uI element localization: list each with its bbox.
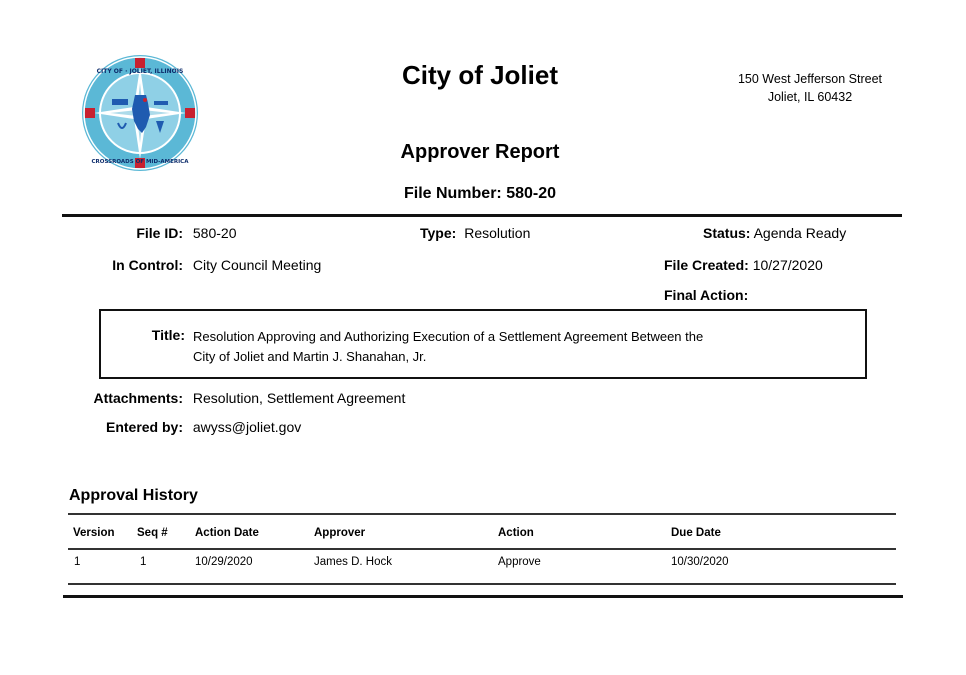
- title-value: [193, 327, 703, 367]
- final-action-field: [664, 287, 748, 303]
- entered-by-field: [89, 419, 301, 435]
- cell-approver: James D. Hock: [314, 556, 392, 568]
- city-seal-logo: [80, 53, 200, 173]
- address-line-1: 150 West Jefferson Street: [737, 72, 883, 86]
- table-top-rule: [68, 513, 896, 515]
- file-number: File Number: 580-20: [403, 185, 557, 202]
- cell-due-date: 10/30/2020: [671, 556, 729, 568]
- report-title: Approver Report: [400, 141, 560, 163]
- divider: [62, 214, 902, 217]
- entered-by-label: Entered by:: [105, 419, 183, 435]
- file-id-field: [105, 225, 236, 241]
- title-line-1: Resolution Approving and Authorizing Execution of a Settlement Agreement Between the: [193, 329, 704, 344]
- file-created-field: [664, 257, 823, 273]
- page-bottom-rule: [63, 595, 903, 598]
- col-header-action: Action: [498, 527, 534, 539]
- cell-action-date: 10/29/2020: [195, 556, 253, 568]
- title-label: Title:: [151, 327, 185, 343]
- in-control-label: In Control:: [112, 257, 183, 273]
- in-control-field: [105, 257, 321, 273]
- cell-version: 1: [74, 556, 81, 568]
- attachments-label: Attachments:: [93, 390, 183, 406]
- type-value: Resolution: [464, 225, 531, 241]
- approval-history-heading: Approval History: [69, 487, 198, 504]
- file-created-value: 10/27/2020: [752, 257, 823, 273]
- table-bottom-rule: [68, 583, 896, 585]
- in-control-value: City Council Meeting: [192, 257, 322, 273]
- type-field: [420, 225, 530, 241]
- org-name: City of Joliet: [401, 60, 558, 90]
- col-header-approver: Approver: [314, 527, 366, 539]
- entered-by-value: awyss@joliet.gov: [192, 419, 302, 435]
- table-header-rule: [68, 548, 896, 550]
- file-id-label: File ID:: [136, 225, 183, 241]
- file-created-label: File Created:: [664, 257, 749, 273]
- title-line-2: City of Joliet and Martin J. Shanahan, Jr.: [193, 349, 427, 364]
- attachments-value: Resolution, Settlement Agreement: [192, 390, 406, 406]
- file-id-value: 580-20: [192, 225, 237, 241]
- status-field: [703, 225, 846, 241]
- svg-text:CROSSROADS OF MID-AMERICA: CROSSROADS OF MID-AMERICA: [91, 159, 189, 165]
- cell-action: Approve: [498, 556, 541, 568]
- col-header-version: Version: [73, 527, 115, 539]
- org-address: [720, 70, 900, 106]
- status-label: Status:: [703, 225, 751, 241]
- svg-text:CITY OF · JOLIET, ILLINOIS: CITY OF · JOLIET, ILLINOIS: [96, 68, 184, 75]
- attachments-field: [89, 390, 405, 406]
- col-header-action-date: Action Date: [195, 527, 259, 539]
- status-value: Agenda Ready: [753, 225, 847, 241]
- seal-icon: [80, 53, 200, 173]
- col-header-due-date: Due Date: [671, 527, 721, 539]
- cell-seq: 1: [140, 556, 147, 568]
- address-line-2: Joliet, IL 60432: [767, 90, 853, 104]
- type-label: Type:: [420, 225, 457, 241]
- final-action-label: Final Action:: [664, 287, 749, 303]
- title-box: [99, 309, 867, 379]
- col-header-seq: Seq #: [137, 527, 168, 539]
